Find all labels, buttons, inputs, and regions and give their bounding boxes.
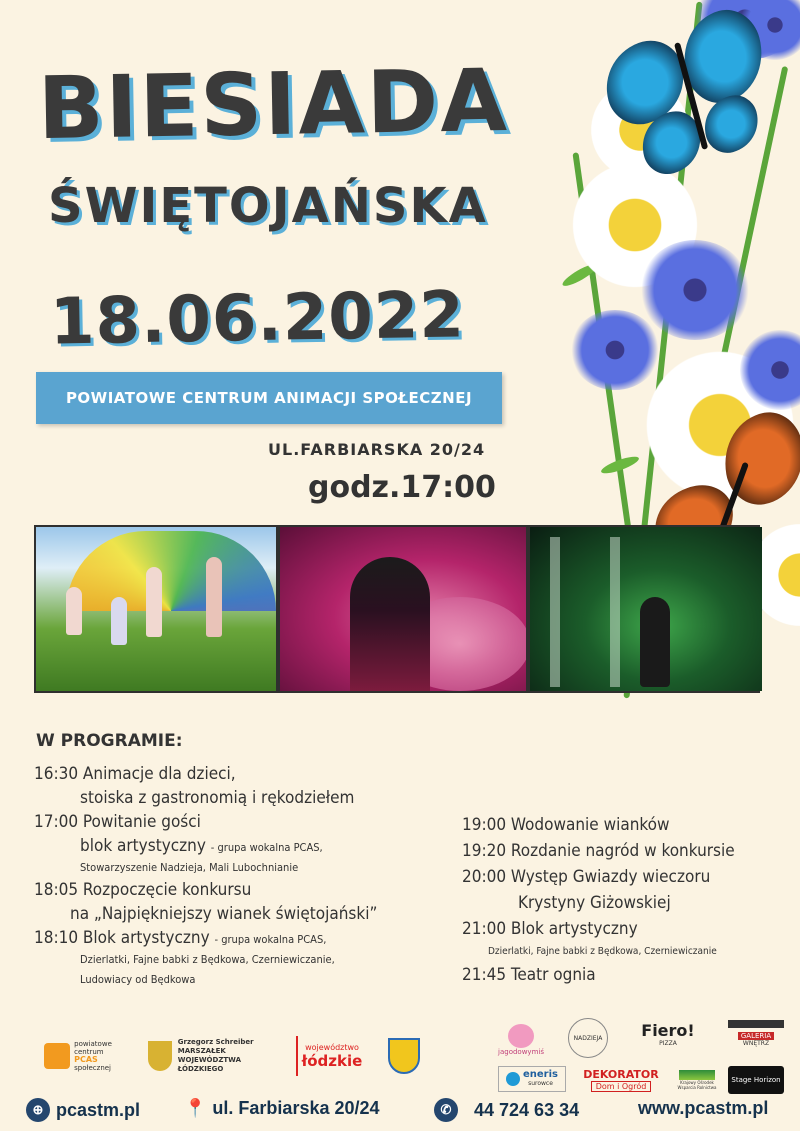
program-item: 19:20 Rozdanie nagród w konkursie <box>462 841 735 861</box>
event-address: UL.FARBIARSKA 20/24 <box>268 440 486 459</box>
event-hour: godz.17:00 <box>308 470 496 505</box>
marshal-logo: Grzegorz Schreiber MARSZAŁEK WOJEWÓDZTWA ŁÓDZKIEGO <box>148 1036 288 1076</box>
event-date: 18.06.2022 <box>49 278 466 360</box>
program-item: 19:00 Wodowanie wianków <box>462 815 670 835</box>
crest-icon <box>148 1041 172 1071</box>
galeria-logo: GALERIA WNĘTRZ <box>728 1020 784 1050</box>
program-item: 18:10 Blok artystyczny - grupa wokalna PCAS, <box>34 928 327 948</box>
event-title: BIESIADA <box>37 50 510 160</box>
pcas-logo: powiatowe centrum PCAS społecznej <box>42 1034 114 1078</box>
cornflower-icon <box>570 310 660 390</box>
program-item-detail: Dzierlatki, Fajne babki z Będkowa, Czerniewiczanie <box>488 946 717 957</box>
contact-web-full[interactable]: www.pcastm.pl <box>638 1098 769 1118</box>
program-item: 21:00 Blok artystyczny <box>462 919 638 939</box>
program-heading: W PROGRAMIE: <box>36 731 183 751</box>
program-item: stoiska z gastronomią i rękodziełem <box>80 788 355 808</box>
program-item: 20:00 Występ Gwiazdy wieczoru <box>462 867 711 887</box>
bear-icon <box>508 1024 534 1048</box>
program-item-detail: Dzierlatki, Fajne babki z Będkowa, Czerniewiczanie, <box>80 953 335 966</box>
program-item: na „Najpiękniejszy wianek świętojański” <box>70 904 378 924</box>
contact-address: 📍 ul. Farbiarska 20/24 <box>184 1098 380 1118</box>
location-pin-icon: 📍 <box>184 1098 207 1118</box>
program-item: 16:30 Animacje dla dzieci, <box>34 764 236 784</box>
program-item-detail: Ludowiacy od Będkowa <box>80 973 196 986</box>
program-left-column <box>34 762 454 990</box>
program-right-column <box>462 812 800 988</box>
fire-theatre-photo <box>530 527 762 691</box>
stage-horizon-logo: Stage Horizon <box>728 1066 784 1094</box>
program-item: Krystyny Giżowskiej <box>518 893 671 913</box>
dekorator-logo: DEKORATOR Dom i Ogród <box>583 1068 659 1091</box>
photo-strip <box>34 525 760 693</box>
program-item-detail: Stowarzyszenie Nadzieja, Mali Lubochnianie <box>80 861 299 874</box>
program-item: 18:05 Rozpoczęcie konkursu <box>34 880 252 900</box>
lodzkie-logo: województwo łódzkie <box>296 1036 366 1076</box>
event-subtitle: ŚWIĘTOJAŃSKA <box>48 178 488 234</box>
contact-web-short[interactable]: ⊕ pcastm.pl <box>26 1098 140 1122</box>
kowr-logo: Krajowy Ośrodek Wsparcia Rolnictwa <box>676 1066 718 1094</box>
jagodowy-mis-logo: jagodowymiś <box>496 1018 546 1062</box>
program-item: 21:45 Teatr ognia <box>462 965 596 985</box>
kids-parachute-photo <box>36 527 276 691</box>
globe-icon: ⊕ <box>26 1098 50 1122</box>
cornflower-icon <box>640 240 750 340</box>
nadzieja-logo: NADZIEJA <box>568 1018 608 1058</box>
singer-photo <box>280 527 526 691</box>
tomaszow-crest-icon <box>388 1038 420 1074</box>
phone-icon: ✆ <box>434 1098 458 1122</box>
eneris-logo: eneris surowce <box>498 1066 566 1092</box>
contact-phone[interactable]: ✆ 44 724 63 34 <box>434 1098 579 1122</box>
fiero-logo: Fiero! PIZZA <box>641 1021 695 1047</box>
organizer-banner: POWIATOWE CENTRUM ANIMACJI SPOŁECZNEJ <box>36 372 502 424</box>
program-item: blok artystyczny - grupa wokalna PCAS, <box>80 836 323 856</box>
program-item: 17:00 Powitanie gości <box>34 812 201 832</box>
